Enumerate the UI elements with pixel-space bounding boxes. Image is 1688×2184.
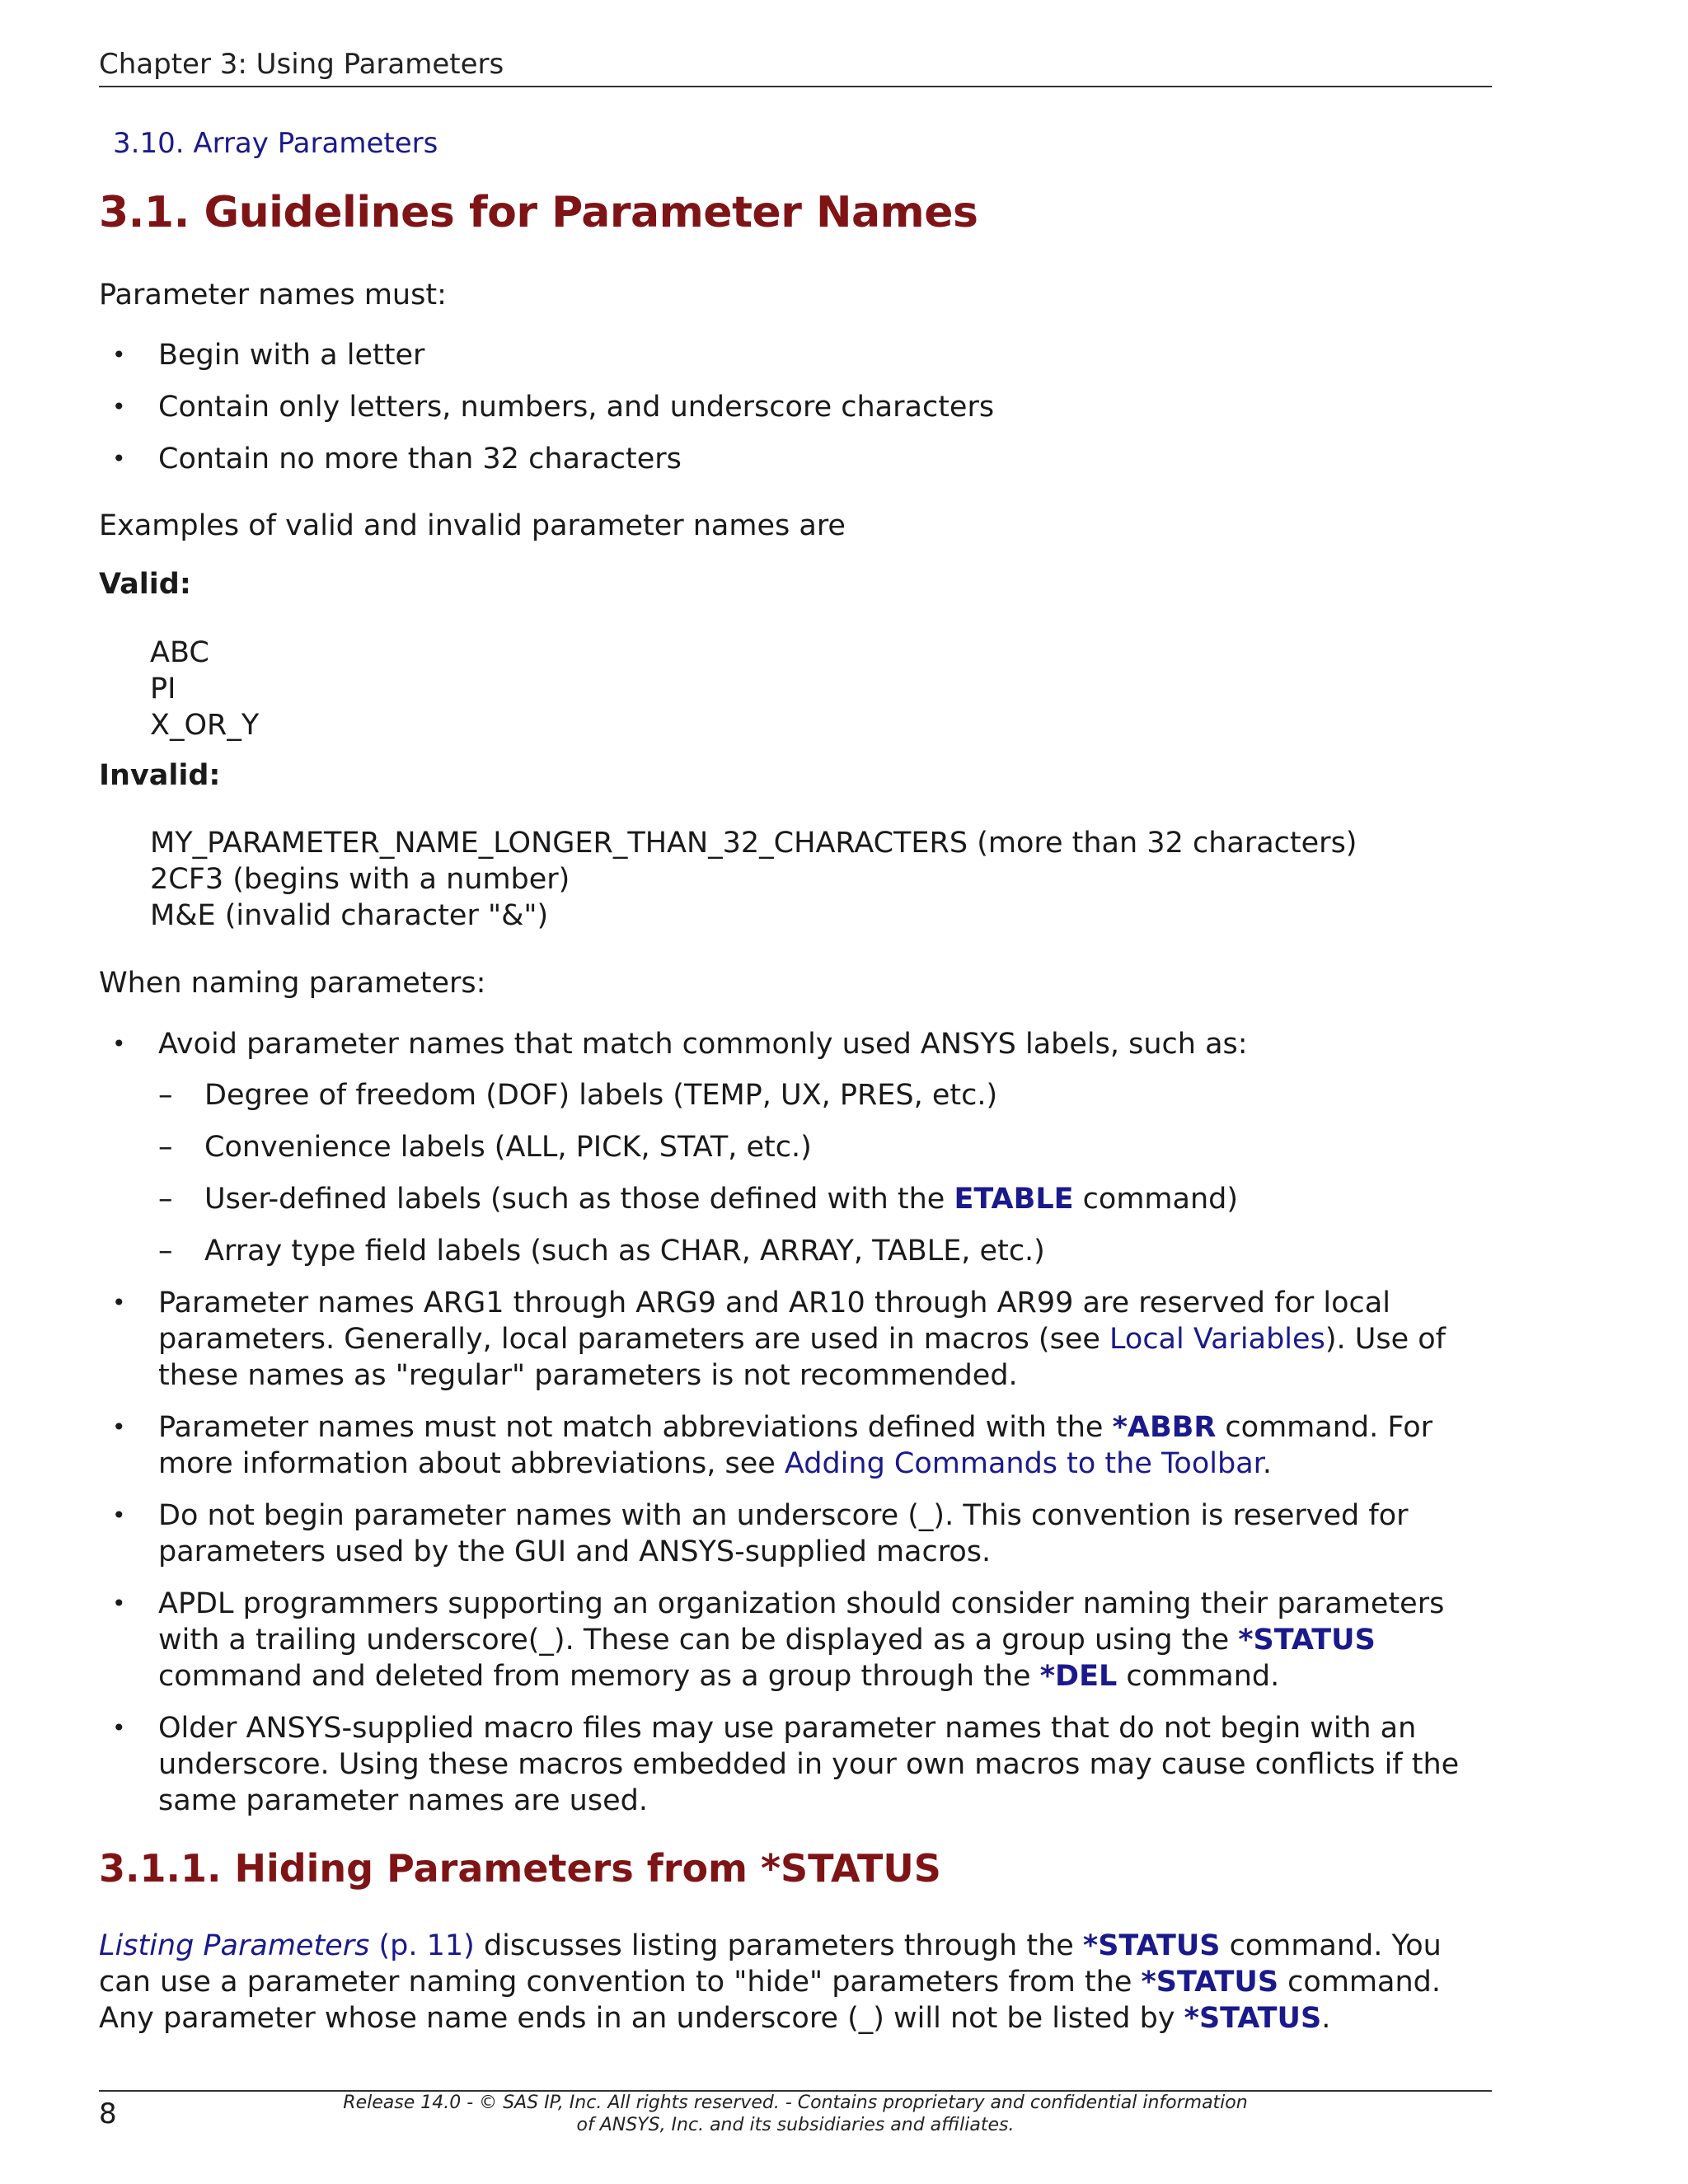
abbr-command-link[interactable]: *ABBR bbox=[1112, 1411, 1217, 1444]
status-command-link[interactable]: *STATUS bbox=[1238, 1624, 1376, 1657]
status-command-link[interactable]: *STATUS bbox=[1082, 1929, 1221, 1962]
section-title: 3.1. Guidelines for Parameter Names bbox=[99, 188, 978, 237]
rules-list bbox=[99, 337, 1492, 493]
listing-parameters-link[interactable]: Listing Parameters bbox=[99, 1929, 370, 1962]
status-command-link[interactable]: *STATUS bbox=[1141, 1966, 1279, 1999]
etable-command-link[interactable]: ETABLE bbox=[954, 1183, 1074, 1216]
valid-examples bbox=[150, 635, 259, 743]
list-item: • Contain no more than 32 characters bbox=[99, 441, 1492, 477]
valid-label: Valid: bbox=[99, 568, 191, 601]
chapter-title: Chapter 3: Using Parameters bbox=[99, 48, 504, 81]
sublist-item: – Degree of freedom (DOF) labels (TEMP, UX, PRES, etc.) bbox=[158, 1077, 1467, 1113]
list-item: • Begin with a letter bbox=[99, 337, 1492, 373]
sublist-item: – Convenience labels (ALL, PICK, STAT, etc.) bbox=[158, 1129, 1467, 1165]
example-item: X_OR_Y bbox=[150, 709, 260, 742]
list-item: • APDL programmers supporting an organization should consider naming their parameters with a trailing underscore(_). These can be displayed as a group using the *STATUS command and deleted from memory as a group through the *DEL command. bbox=[99, 1586, 1467, 1694]
local-variables-link[interactable]: Local Variables bbox=[1109, 1323, 1325, 1356]
naming-intro: When naming parameters: bbox=[99, 967, 486, 1000]
examples-intro: Examples of valid and invalid parameter names are bbox=[99, 509, 846, 542]
invalid-examples bbox=[150, 825, 1357, 934]
list-item: • Do not begin parameter names with an underscore (_). This convention is reserved for parameters used by the GUI and ANSYS-supplied macros. bbox=[99, 1497, 1467, 1570]
adding-commands-link[interactable]: Adding Commands to the Toolbar bbox=[784, 1447, 1263, 1480]
example-item: M&E (invalid character "&") bbox=[150, 899, 549, 932]
sublist-item: – Array type field labels (such as CHAR, ARRAY, TABLE, etc.) bbox=[158, 1233, 1467, 1269]
copyright-notice: Release 14.0 - © SAS IP, Inc. All rights reserved. - Contains proprietary and confidential information of ANSYS, Inc. and its subsidiaries and affiliates. bbox=[343, 2093, 1248, 2135]
guidelines-list bbox=[99, 1026, 1467, 1835]
subsection-title: 3.1.1. Hiding Parameters from *STATUS bbox=[99, 1846, 941, 1891]
subsection-body: Listing Parameters (p. 11) discusses listing parameters through the *STATUS command. You can use a parameter naming convention to "hide" parameters from the *STATUS command. Any parameter whose name ends in an underscore (_) will not be listed by *STATUS. bbox=[99, 1929, 1442, 2035]
example-item: ABC bbox=[150, 636, 209, 669]
example-item: PI bbox=[150, 673, 176, 705]
status-command-link[interactable]: *STATUS bbox=[1184, 2002, 1322, 2035]
list-item: • Avoid parameter names that match commonly used ANSYS labels, such as: – Degree of freedom (DOF) labels (TEMP, UX, PRES, etc.) – Convenience labels (ALL, PICK, STAT, etc.) – User-defined labels (such as those defined with the ETABLE command) – Array type field labels (such as CHAR, ARRAY, TABLE, etc.) bbox=[99, 1026, 1467, 1269]
running-header bbox=[99, 48, 1492, 87]
intro-text: Parameter names must: bbox=[99, 279, 447, 312]
label-sublist bbox=[158, 1077, 1467, 1269]
del-command-link[interactable]: *DEL bbox=[1039, 1660, 1118, 1693]
page-number: 8 bbox=[99, 2097, 117, 2130]
toc-link-array-parameters[interactable]: 3.10. Array Parameters bbox=[113, 127, 438, 160]
page-ref-link[interactable]: (p. 11) bbox=[378, 1929, 475, 1962]
list-item: • Older ANSYS-supplied macro files may use parameter names that do not begin with an underscore. Using these macros embedded in your own macros may cause conflicts if the same parameter names are used. bbox=[99, 1710, 1467, 1819]
example-item: 2CF3 (begins with a number) bbox=[150, 863, 570, 896]
sublist-item: – User-defined labels (such as those defined with the ETABLE command) bbox=[158, 1181, 1467, 1217]
list-item: • Contain only letters, numbers, and underscore characters bbox=[99, 389, 1492, 425]
invalid-label: Invalid: bbox=[99, 759, 221, 792]
list-item: • Parameter names ARG1 through ARG9 and AR10 through AR99 are reserved for local parameters. Generally, local parameters are used in macros (see Local Variables). Use of these names as "regular" parameters is not recommended. bbox=[99, 1285, 1467, 1394]
example-item: MY_PARAMETER_NAME_LONGER_THAN_32_CHARACTERS (more than 32 characters) bbox=[150, 827, 1357, 860]
list-item: • Parameter names must not match abbreviations defined with the *ABBR command. For more information about abbreviations, see Adding Commands to the Toolbar. bbox=[99, 1409, 1467, 1482]
